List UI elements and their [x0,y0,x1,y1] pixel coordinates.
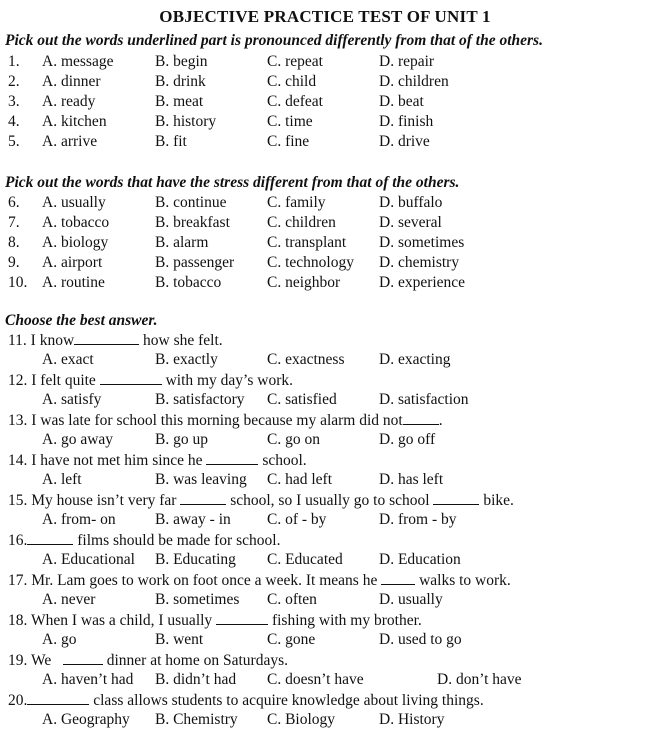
answer-blank [206,450,258,465]
option-d: D. buffalo [379,194,443,211]
option-b: B. Chemistry [155,711,238,728]
option-c: C. time [267,113,313,130]
option-c: C. family [267,194,326,211]
option-d: D. has left [379,471,444,488]
answer-blank [27,690,89,705]
option-c: C. exactness [267,351,345,368]
option-b: B. history [155,113,217,130]
option-b: B. meat [155,93,204,110]
option-c: C. Biology [267,711,336,728]
option-a: A. message [42,53,114,70]
option-d: D. several [379,214,442,231]
option-d: D. exacting [379,351,451,368]
option-a: A. haven’t had [42,671,134,688]
option-b: B. went [155,631,204,648]
option-d: D. repair [379,53,435,70]
option-b: B. was leaving [155,471,247,488]
option-b: B. drink [155,73,206,90]
option-c: C. neighbor [267,274,341,291]
option-d: D. beat [379,93,424,110]
option-c: C. repeat [267,53,323,70]
option-a: A. usually [42,194,106,211]
option-c: C. child [267,73,317,90]
option-d: D. finish [379,113,434,130]
question-number: 2. [8,73,20,90]
option-d: D. History [379,711,445,728]
option-a: A. ready [42,93,96,110]
option-a: A. routine [42,274,105,291]
answer-blank [433,490,479,505]
option-c: C. satisfied [267,391,337,408]
option-d: D. experience [379,274,466,291]
option-d: D. Education [379,551,461,568]
option-a: A. exact [42,351,94,368]
option-c: C. defeat [267,93,323,110]
option-d: D. from - by [379,511,457,528]
option-c: C. had left [267,471,332,488]
option-d: D. drive [379,133,430,150]
option-c: C. doesn’t have [267,671,364,688]
option-d: D. don’t have [437,671,522,688]
option-b: B. exactly [155,351,218,368]
option-b: B. sometimes [155,591,240,608]
option-a: A. from- on [42,511,116,528]
question-number: 4. [8,113,20,130]
answer-blank [100,370,162,385]
answer-blank [27,530,73,545]
option-b: B. begin [155,53,208,70]
option-b: B. breakfast [155,214,230,231]
question-number: 1. [8,53,20,70]
section1-heading: Pick out the words underlined part is pronounced differently from that of the others. [5,32,543,49]
option-a: A. dinner [42,73,101,90]
option-a: A. Educational [42,551,135,568]
section3-heading: Choose the best answer. [5,312,158,329]
option-d: D. used to go [379,631,462,648]
option-b: B. fit [155,133,187,150]
option-a: A. biology [42,234,109,251]
answer-blank [216,610,268,625]
option-b: B. go up [155,431,208,448]
section2-heading: Pick out the words that have the stress different from that of the others. [5,174,460,191]
option-d: D. sometimes [379,234,465,251]
option-c: C. gone [267,631,316,648]
option-a: A. never [42,591,96,608]
option-b: B. alarm [155,234,209,251]
option-a: A. arrive [42,133,98,150]
option-b: B. away - in [155,511,231,528]
option-b: B. didn’t had [155,671,237,688]
question-number: 8. [8,234,20,251]
option-d: D. children [379,73,449,90]
option-a: A. go away [42,431,114,448]
option-a: A. kitchen [42,113,107,130]
question-number: 10. [8,274,28,291]
option-c: C. often [267,591,317,608]
option-d: D. chemistry [379,254,460,271]
option-c: C. transplant [267,234,347,251]
answer-blank [74,330,139,345]
page-title: OBJECTIVE PRACTICE TEST OF UNIT 1 [159,7,491,26]
option-b: B. satisfactory [155,391,245,408]
question-number: 9. [8,254,20,271]
option-c: C. technology [267,254,354,271]
option-a: A. go [42,631,77,648]
option-b: B. passenger [155,254,235,271]
question-number: 3. [8,93,20,110]
question-number: 7. [8,214,20,231]
option-d: D. go off [379,431,436,448]
option-c: C. of - by [267,511,327,528]
option-c: C. children [267,214,336,231]
question-number: 6. [8,194,20,211]
option-b: B. Educating [155,551,236,568]
option-b: B. tobacco [155,274,222,291]
option-a: A. Geography [42,711,130,728]
answer-blank [381,570,415,585]
answer-blank [180,490,226,505]
option-c: C. fine [267,133,310,150]
option-a: A. airport [42,254,103,271]
option-c: C. Educated [267,551,343,568]
answer-blank [63,650,103,665]
question-number: 5. [8,133,20,150]
option-c: C. go on [267,431,320,448]
option-a: A. left [42,471,82,488]
option-b: B. continue [155,194,227,211]
option-a: A. tobacco [42,214,110,231]
answer-blank [403,410,439,425]
option-d: D. usually [379,591,443,608]
option-a: A. satisfy [42,391,102,408]
option-d: D. satisfaction [379,391,469,408]
